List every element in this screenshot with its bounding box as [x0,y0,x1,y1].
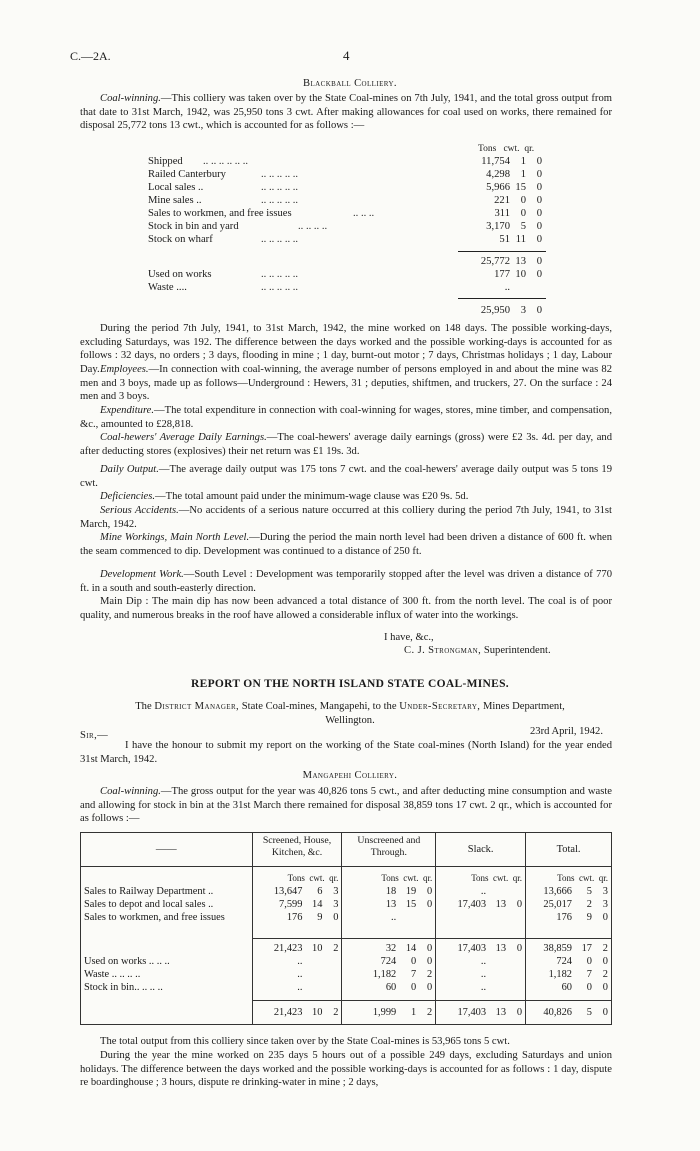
cell-value: 0 [602,1006,608,1018]
cell-value: 0 [602,956,608,967]
table-total-row [81,1001,612,1025]
row-label: Sales to workmen, and free issues [84,912,225,923]
units-label: Tons cwt. qr. [381,873,433,883]
cell-value: 1,182 [548,969,572,980]
cell-value: 0 [427,982,433,993]
total-row [529,1006,608,1020]
cell-value: 7,599 [279,899,303,910]
cell-value: 10 [312,1006,323,1018]
total-row [345,1006,432,1020]
cell-value: 13,647 [273,886,303,897]
cell-value: 13 [495,1006,507,1018]
units-label: Tons cwt. qr. [471,873,523,883]
table-row [345,968,432,981]
col-header-unscreened: Unscreened and Through. [342,833,436,867]
sales-labels [81,867,253,939]
label-mangapehi-coal-winning: Coal-winning. [100,786,161,797]
table-row [529,885,608,898]
cell-value: 60 [385,982,397,993]
value-tons: 3,170 [486,221,510,232]
waste-label: Waste .... [148,282,187,293]
value-qr: 0 [536,221,542,232]
cell-value: 0 [602,912,608,923]
value-tons: 5,966 [486,182,510,193]
disposal-label: Stock in bin and yard [148,221,239,232]
cell-value: 0 [516,1006,523,1018]
paragraph-accidents [80,504,612,531]
cell-value: 2 [427,1006,433,1018]
disposal-label: Sales to workmen, and free issues [148,208,292,219]
label-employees: Employees. [100,364,149,375]
cell-value: 0 [602,982,608,993]
address-part-4: Wellington. [325,714,375,726]
table-header-row [81,833,612,867]
paragraph-total-output: The total output from this colliery since taken over by the State Coal-mines is 53,965 tons 5 cwt. [100,1036,510,1047]
col-header-label: —— [81,833,253,867]
table-row [256,981,339,994]
subtotal-row [529,942,608,955]
disposal-label: Mine sales .. [148,195,202,206]
table-row [439,911,522,924]
total-rule [458,298,546,299]
leader-dots: .. .. .. [353,208,375,219]
row-label: Used on works .. .. .. [84,955,170,967]
value-tons: 11,754 [481,156,510,167]
cell-value: 60 [561,982,572,993]
text-deficiencies: —The total amount paid under the minimum-wage clause was £20 9s. 5d. [155,491,469,502]
text-expenditure: —The total expenditure in connection with coal-winning for wages, stores, mine timber, and compensation, &c., amounted to £28,818. [80,405,612,430]
leader-dots: .. .. .. .. .. [261,169,299,180]
value-qr: 0 [536,234,542,245]
signature [404,644,551,658]
table-row [256,911,339,924]
unit-tons: Tons [478,144,497,154]
table-row [439,885,522,898]
row-label: Sales to depot and local sales .. [84,899,214,910]
address-to: Under-Secretary, [399,701,481,712]
cell-value: 21,423 [273,943,303,954]
value-qr: 0 [536,169,542,180]
subtotal-tons: 25,772 [480,256,510,267]
total-row [439,1006,522,1020]
value-cwt: 0 [520,208,526,219]
table-row [529,955,608,968]
cell-value: 724 [556,956,572,967]
label-deficiencies: Deficiencies. [100,491,156,502]
used-on-works-qr: 0 [536,269,542,280]
value-tons: 311 [494,208,510,219]
table-row [256,885,339,898]
label-daily-output: Daily Output. [100,464,159,475]
paragraph-deficiencies [80,490,612,504]
other-labels [81,939,253,1001]
total-slack-cell [436,1001,526,1025]
cell-value: 15 [405,899,417,910]
value-tons: 4,298 [486,169,510,180]
cell-value: 1 [411,1006,417,1018]
label-development: Development Work. [100,569,184,580]
value-cwt: 5 [520,221,526,232]
paragraph-main-dip: Main Dip : The main dip has now been advanced a total distance of 300 ft. from the north level. The coal is of poor quality, and numerous breaks in the roof have allowed a considerable influx of water into the workings. [80,596,612,621]
table-row [256,898,339,911]
table-row [439,981,522,994]
other-screened-cell [252,939,342,1001]
value-tons: 51 [499,234,510,245]
cell-value: 7 [411,969,417,980]
cell-value: 2 [333,943,339,954]
value-qr: 0 [536,195,542,206]
text-mangapehi-coal-winning: —The gross output for the year was 40,826 tons 5 cwt., and after deducting mine consumption and waste and allowing for stock in bin at the 31st March there remained for disposal 38,859 tons 17 cwt. 2 qr., which is accounted for as follows :— [80,786,612,824]
total-qr: 0 [536,305,542,316]
text-mine-workings: —During the period the main north level had been driven a distance of 600 ft. when the seam commenced to dip. Development was continued to a distance of 250 ft. [80,532,612,557]
cell-value: .. [297,956,303,967]
cell-value: 17,403 [457,899,487,910]
cell-value: 7 [586,969,592,980]
used-on-works-cwt: 10 [515,269,526,280]
table-row [439,898,522,911]
cell-value: 5 [586,1006,592,1018]
label-accidents: Serious Accidents. [100,505,179,516]
disposal-label: Shipped [148,156,183,167]
address-part-1: The [135,701,152,712]
cell-value: 0 [333,912,339,923]
waste-row [148,281,548,294]
cell-value: 3 [333,886,339,897]
total-total-cell [526,1001,612,1025]
salutation: Sir,— [80,730,109,741]
text-development: —South Level : Development was temporarily stopped after the level was driven a distance of 770 ft. in a south and south-easterly direction. [80,569,613,594]
value-cwt: 0 [520,195,526,206]
cell-value: 0 [411,956,417,967]
cell-value: 2 [602,943,608,954]
cell-value: 1,999 [372,1006,397,1018]
value-cwt: 1 [520,156,526,167]
disposal-label: Railed Canterbury [148,169,226,180]
section-title-mangapehi: Mangapehi Colliery. [302,770,398,781]
cell-value: .. [391,912,397,923]
value-cwt: 1 [520,169,526,180]
leader-dots: .. .. .. .. .. .. [203,156,249,167]
other-unscreened-cell [342,939,436,1001]
paragraph-coal-winning [80,92,612,133]
cell-value: 724 [380,956,397,967]
table-row [345,898,432,911]
label-earnings: Coal-hewers' Average Daily Earnings. [100,432,267,443]
signature-name: C. J. Strongman, [404,645,482,656]
cell-value: 3 [602,899,608,910]
paragraph-mangapehi-coal-winning [80,785,612,826]
table-row [529,981,608,994]
text-daily-output: —The average daily output was 175 tons 7 cwt. and the coal-hewers' average daily output was 5 tons 19 cwt. [80,464,612,489]
other-slack-cell [436,939,526,1001]
closing: I have, &c., [384,632,434,643]
table-row [439,955,522,968]
paragraph-development [80,568,612,595]
cell-value: 0 [427,886,433,897]
cell-value: .. [480,886,487,897]
waste-value: .. [504,282,510,293]
value-qr: 0 [536,156,542,167]
address-part-2: State Coal-mines, Mangapehi, to the [241,701,397,712]
cell-value: .. [480,969,487,980]
disposal-label: Local sales .. [148,182,204,193]
cell-value: 9 [586,912,592,923]
cell-value: 10 [312,943,323,954]
row-label: Sales to Railway Department .. [84,886,214,897]
sales-total-cell [526,867,612,939]
text-employees: —In connection with coal-winning, the average number of persons employed in and about the mine was 82 men and 3 boys, made up as follows—Underground : Hewers, 31 ; deputies, shiftmen, and truckers, 27. On the surface : 24 men and 3 boys. [80,364,612,402]
cell-value: 32 [385,943,397,954]
table-row [345,911,432,924]
report-address [80,700,620,727]
subtotal-row [256,942,339,955]
cell-value: 13 [385,899,397,910]
paragraph-period: During the period 7th July, 1941, to 31st March, 1942, the mine worked on 148 days. The possible working-days, excluding Saturdays, was 192. The difference between the days worked and the possible working-days is accounted for as follows : 32 days, no orders ; 3 days, flooding in mine ; 1 day, burnt-out motor ; 7 days, Christmas holidays ; 1 day, Labour Day. [80,323,612,375]
cell-value: 0 [427,956,433,967]
col-header-screened: Screened, House, Kitchen, &c. [252,833,342,867]
cell-value: 0 [586,956,592,967]
table-row [529,898,608,911]
text-coal-winning: —This colliery was taken over by the State Coal-mines on 7th July, 1941, and the total gross output from that date to 31st March, 1942, was 25,950 tons 3 cwt. After making allowances for coal used on works, there remained for disposal 25,772 tons 13 cwt., which is accounted for as follows :— [80,93,612,131]
cell-value: 19 [405,886,417,897]
paragraph-intro: I have the honour to submit my report on the working of the State coal-mines (North Island) for the year ended 31st March, 1942. [80,740,612,765]
value-cwt: 15 [515,182,526,193]
cell-value: 0 [427,943,433,954]
paragraph-mine-workings [80,531,612,558]
other-total-cell [526,939,612,1001]
table-row [529,968,608,981]
text-earnings: —The coal-hewers' average daily earnings (gross) were £2 3s. 4d. per day, and after deducting stores (explosives) their net return was £1 19s. 3d. [80,432,613,457]
cell-value: .. [297,969,303,980]
cell-value: 6 [317,886,323,897]
value-cwt: 11 [515,234,526,245]
paragraph-during-year: During the year the mine worked on 235 days 5 hours out of a possible 249 days, excluding Saturdays and union holidays. The difference between the days worked and the possible working-days is accounted for as follows : 1 day, dispute re boardinghouse ; 3 hours, dispute re drinking-water in mine ; 2 days, [80,1050,612,1088]
total-unscreened-cell [342,1001,436,1025]
page-number: 4 [343,48,350,63]
paragraph-earnings [80,431,612,458]
cell-value: .. [480,982,487,993]
total-screened-cell [252,1001,342,1025]
table-row [256,968,339,981]
cell-value: 2 [586,899,592,910]
cell-value: 40,826 [543,1006,572,1018]
value-tons: 221 [494,195,510,206]
section-title-blackball: Blackball Colliery. [303,78,397,89]
cell-value: 0 [586,982,592,993]
leader-dots: .. .. .. .. .. [261,282,299,293]
units-label: Tons cwt. qr. [287,873,339,883]
disposal-label: Stock on wharf [148,234,213,245]
cell-value: 176 [286,912,303,923]
cell-value: 3 [333,899,339,910]
subtotal-row [439,942,522,955]
total-label-cell [81,1001,253,1025]
table-row [345,955,432,968]
cell-value: 2 [333,1006,339,1018]
leader-dots: .. .. .. .. .. [261,195,299,206]
label-coal-winning: Coal-winning. [100,93,161,104]
cell-value: 14 [405,943,417,954]
row-label: Stock in bin.. .. .. .. [84,981,163,993]
table-row [439,968,522,981]
cell-value: 5 [586,886,592,897]
cell-value: 14 [312,899,323,910]
total-tons: 25,950 [480,305,510,316]
label-mine-workings: Mine Workings, Main North Level. [100,532,250,543]
label-expenditure: Expenditure. [100,405,155,416]
units-label: Tons cwt. qr. [557,873,608,883]
used-on-works-tons: 177 [494,269,510,280]
sales-screened-cell [252,867,342,939]
paragraph-daily-output [80,463,612,490]
table-row [256,955,339,968]
table-section-sales [81,867,612,939]
subtotal-rule [458,251,546,252]
cell-value: 38,859 [543,943,572,954]
subtotal-qr: 0 [536,256,542,267]
cell-value: 13,666 [543,886,572,897]
report-date: 23rd April, 1942. [530,726,603,737]
table-row [345,885,432,898]
cell-value: 17,403 [457,943,487,954]
cell-value: 17 [581,943,592,954]
cell-value: .. [297,982,303,993]
cell-value: 176 [556,912,572,923]
table-row [345,981,432,994]
cell-value: 2 [602,969,608,980]
col-header-slack: Slack. [436,833,526,867]
subtotal-row [345,942,432,955]
cell-value: 13 [495,943,507,954]
subtotal-cwt: 13 [515,256,526,267]
cell-value: 1,182 [372,969,397,980]
mangapehi-disposal-table [80,832,612,1025]
cell-value: 0 [411,982,417,993]
sales-unscreened-cell [342,867,436,939]
cell-value: 9 [317,912,323,923]
value-qr: 0 [536,208,542,219]
total-row [256,1006,339,1020]
cell-value: 13 [495,899,507,910]
leader-dots: .. .. .. .. .. [261,234,299,245]
cell-value: 21,423 [273,1006,303,1018]
used-on-works-label: Used on works [148,269,212,280]
address-from: District Manager, [154,701,240,712]
cell-value: .. [480,956,487,967]
cell-value: 3 [602,886,608,897]
paragraph-employees [80,363,612,404]
cell-value: 0 [516,943,523,954]
address-part-3: Mines Department, [483,701,565,712]
cell-value: 2 [427,969,433,980]
paragraph-expenditure [80,404,612,431]
leader-dots: .. .. .. .. .. [261,182,299,193]
total-cwt: 3 [520,305,526,316]
text-accidents: —No accidents of a serious nature occurred at this colliery during the period 7th July, 1941, to 31st March, 1942. [80,505,612,530]
unit-qr: qr. [524,144,535,154]
unit-cwt: cwt. [503,144,520,154]
table-section-sub [81,939,612,1001]
cell-value: 17,403 [457,1006,487,1018]
col-header-total: Total. [526,833,612,867]
value-qr: 0 [536,182,542,193]
report-heading: REPORT ON THE NORTH ISLAND STATE COAL-MINES. [191,678,509,690]
document-reference: C.—2A. [70,49,111,63]
leader-dots: .. .. .. .. [298,221,328,232]
cell-value: 0 [427,899,433,910]
cell-value: 0 [516,899,523,910]
cell-value: 25,017 [543,899,572,910]
cell-value: 18 [385,886,397,897]
table-row [529,911,608,924]
sales-slack-cell [436,867,526,939]
row-label: Waste .. .. .. .. [84,968,141,980]
signature-title: Superintendent. [483,645,551,656]
leader-dots: .. .. .. .. .. [261,269,299,280]
